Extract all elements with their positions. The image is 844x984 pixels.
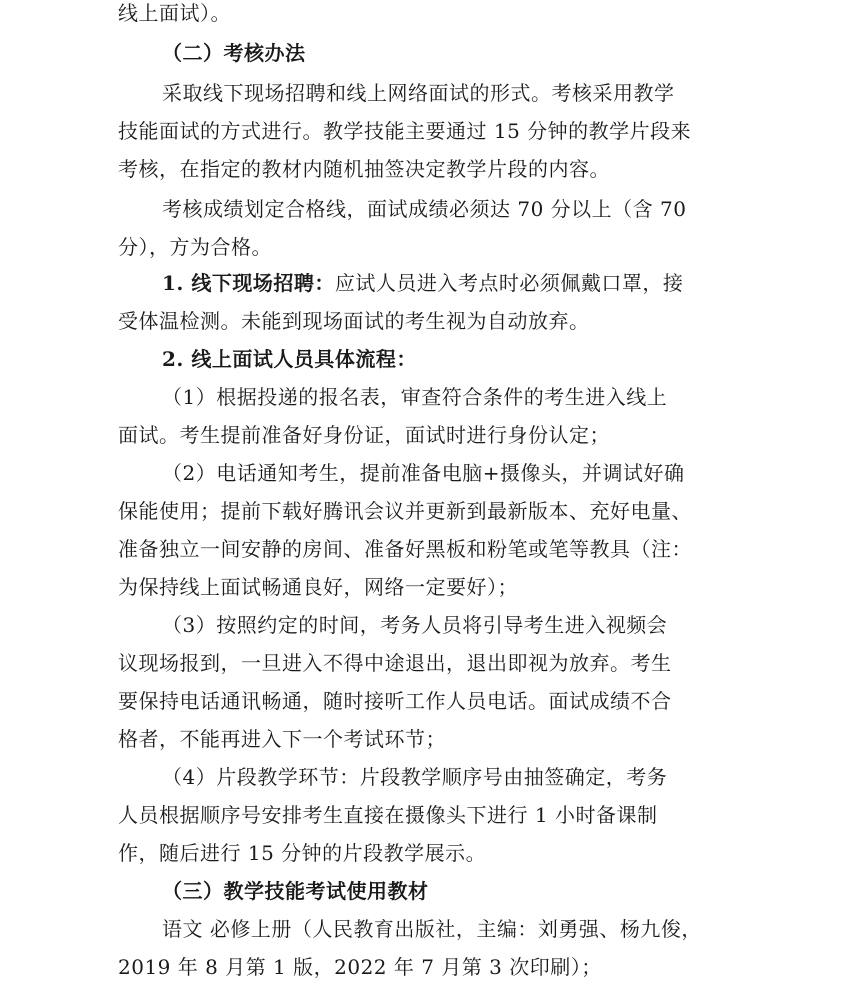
paragraph-line: 准备独立一间安静的房间、准备好黑板和粉笔或笔等教具（注： xyxy=(118,537,692,561)
paragraph-line: 议现场报到，一旦进入不得中途退出，退出即视为放弃。考生 xyxy=(118,651,672,675)
paragraph-line: 作，随后进行 15 分钟的片段教学展示。 xyxy=(118,841,487,865)
subsection-label: 1. 线下现场招聘： xyxy=(162,271,335,295)
paragraph-line: 受体温检测。未能到现场面试的考生视为自动放弃。 xyxy=(118,309,590,333)
section-heading: （三）教学技能考试使用教材 xyxy=(162,879,429,903)
paragraph-line: （2）电话通知考生，提前准备电脑+摄像头，并调试好确 xyxy=(162,461,685,485)
paragraph-line: 分），方为合格。 xyxy=(118,235,272,259)
paragraph-line: 人员根据顺序号安排考生直接在摄像头下进行 1 小时备课制 xyxy=(118,803,658,827)
paragraph-line: 技能面试的方式进行。教学技能主要通过 15 分钟的教学片段来 xyxy=(118,119,692,143)
paragraph-line: 2019 年 8 月第 1 版，2022 年 7 月第 3 次印刷）； xyxy=(118,955,602,979)
paragraph-line: 考核，在指定的教材内随机抽签决定教学片段的内容。 xyxy=(118,157,610,181)
paragraph-line: 格者，不能再进入下一个考试环节； xyxy=(118,727,446,751)
paragraph-line: （3）按照约定的时间，考务人员将引导考生进入视频会 xyxy=(162,613,668,637)
paragraph-line-mixed xyxy=(162,266,683,300)
section-heading: （二）考核办法 xyxy=(162,41,306,65)
subsection-heading: 2. 线上面试人员具体流程： xyxy=(162,347,417,371)
paragraph-line: 线上面试）。 xyxy=(118,1,231,25)
paragraph-line: 要保持电话通讯畅通，随时接听工作人员电话。面试成绩不合 xyxy=(118,689,672,713)
paragraph-line: （4）片段教学环节：片段教学顺序号由抽签确定，考务 xyxy=(162,765,668,789)
paragraph-line: 面试。考生提前准备好身份证，面试时进行身份认定； xyxy=(118,423,610,447)
paragraph-text: 应试人员进入考点时必须佩戴口罩，接 xyxy=(334,271,684,295)
paragraph-line: 考核成绩划定合格线，面试成绩必须达 70 分以上（含 70 xyxy=(162,197,687,221)
paragraph-line: 保能使用；提前下载好腾讯会议并更新到最新版本、充好电量、 xyxy=(118,499,692,523)
paragraph-line: （1）根据投递的报名表，审查符合条件的考生进入线上 xyxy=(162,385,668,409)
paragraph-line: 语文 必修上册（人民教育出版社，主编：刘勇强、杨九俊， xyxy=(162,917,702,941)
paragraph-line: 为保持线上面试畅通良好，网络一定要好）； xyxy=(118,575,518,599)
paragraph-line: 采取线下现场招聘和线上网络面试的形式。考核采用教学 xyxy=(162,81,675,105)
